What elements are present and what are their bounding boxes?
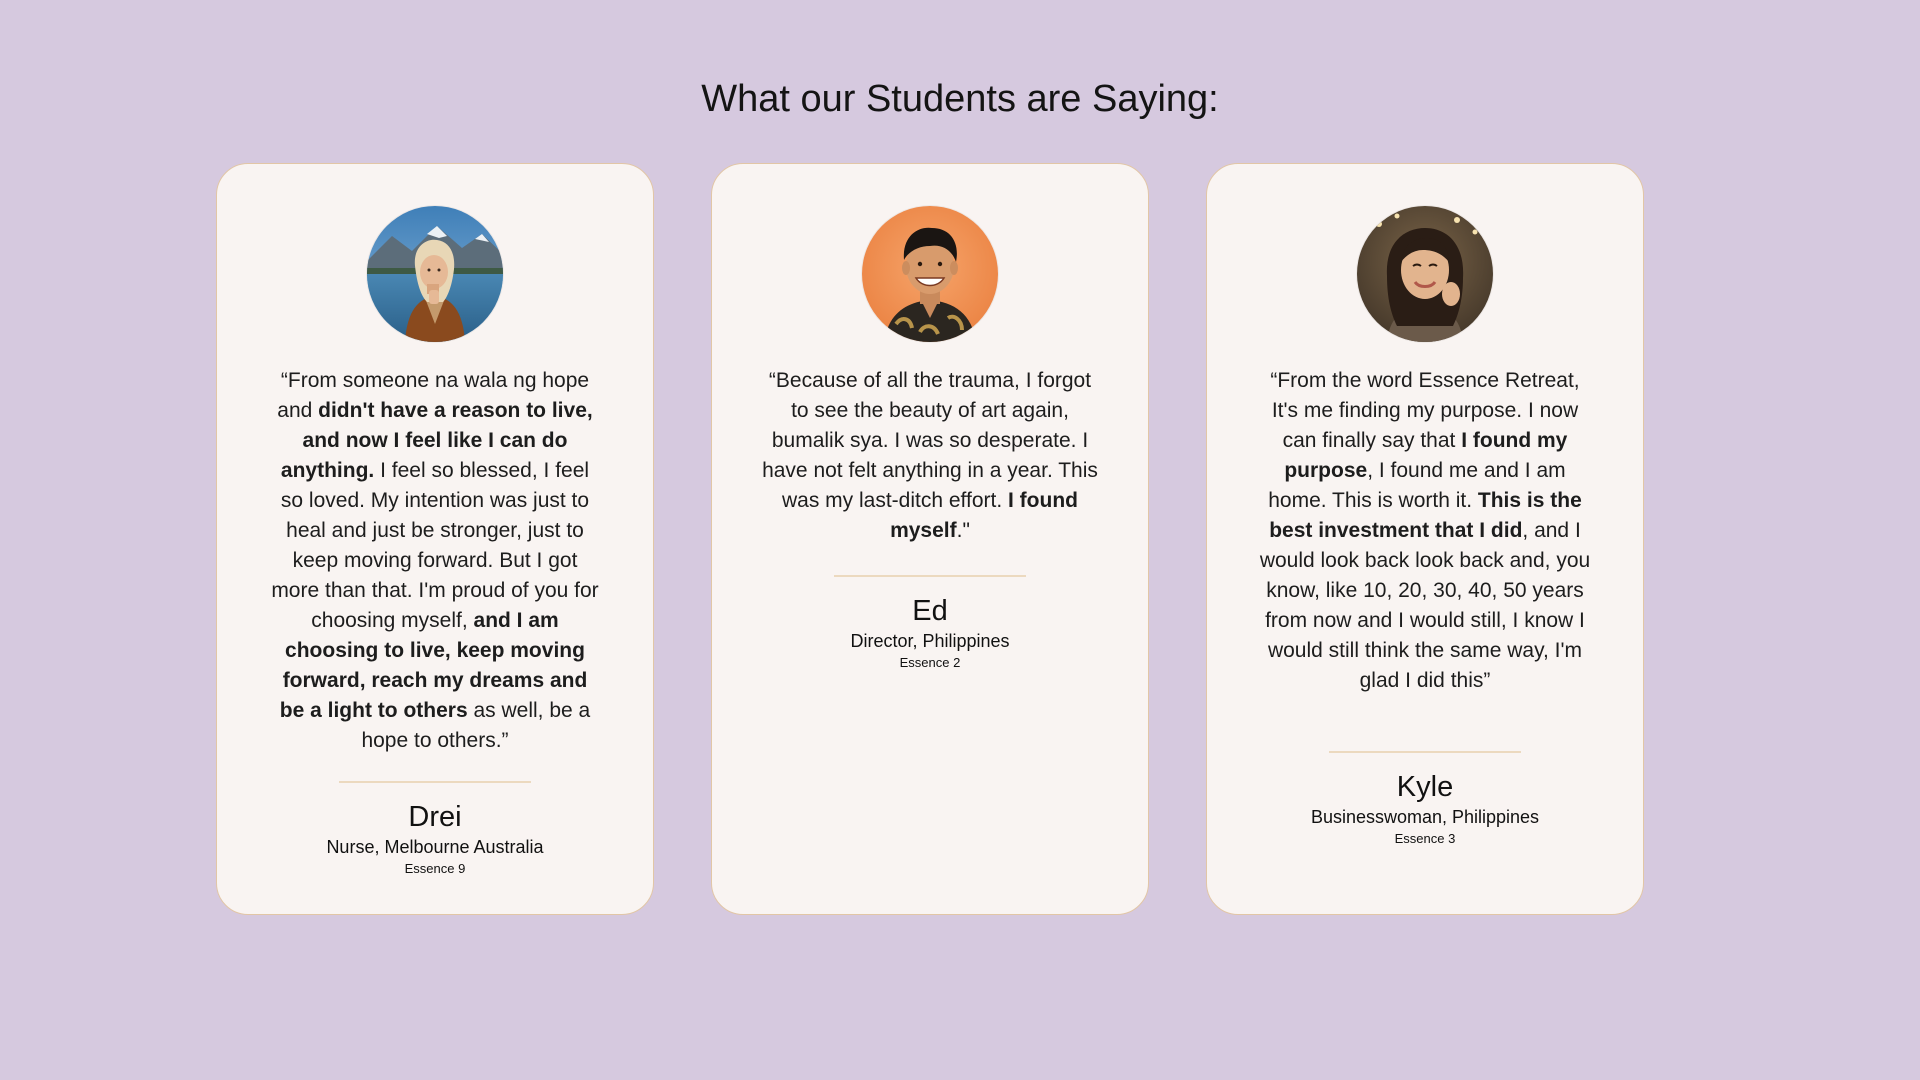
- quote-highlight: This is the best investment that I did: [1269, 489, 1582, 542]
- avatar-photo-icon: [367, 206, 503, 342]
- testimonial-quote: [268, 366, 602, 756]
- testimonial-quote: [762, 366, 1098, 546]
- testimonial-card: [711, 163, 1149, 915]
- person-cohort: Essence 3: [1394, 831, 1456, 846]
- person-name: Drei: [408, 801, 462, 833]
- person-cohort: Essence 9: [404, 861, 466, 876]
- quote-text: , I found me and I am home. This is worth it.: [1268, 459, 1566, 512]
- avatar-photo-icon: [862, 206, 998, 342]
- person-role: Nurse, Melbourne Australia: [326, 837, 544, 857]
- quote-highlight: didn't have a reason to live, and now I feel like I can do anything.: [280, 399, 593, 482]
- divider: [1329, 751, 1521, 753]
- section-title: What our Students are Saying:: [701, 78, 1219, 120]
- avatar-photo-icon: [1357, 206, 1493, 342]
- avatar: [367, 206, 503, 342]
- quote-text: , and I would look back look back and, you know, like 10, 20, 30, 40, 50 years from now and I would still, I know I would still think the same way, I'm glad I did this”: [1259, 519, 1591, 692]
- person-role: Director, Philippines: [850, 631, 1010, 651]
- quote-text: “Because of all the trauma, I forgot to see the beauty of art again, bumalik sya. I was so desperate. I have not felt anything in a year. This was my last-ditch effort.: [762, 369, 1098, 512]
- quote-text: as well, be a hope to others.”: [361, 699, 591, 752]
- quote-text: .": [956, 519, 970, 542]
- quote-highlight: I found my purpose: [1284, 429, 1568, 482]
- person-cohort: Essence 2: [899, 655, 961, 670]
- quote-highlight: and I am choosing to live, keep moving forward, reach my dreams and be a light to others: [279, 609, 588, 722]
- quote-text: “From the word Essence Retreat, It's me finding my purpose. I now can finally say that: [1270, 369, 1580, 452]
- person-name: Kyle: [1396, 771, 1454, 803]
- person-name: Ed: [912, 595, 948, 627]
- testimonial-card: [1206, 163, 1644, 915]
- person-role: Businesswoman, Philippines: [1310, 807, 1540, 827]
- divider: [834, 575, 1026, 577]
- testimonial-card: [216, 163, 654, 915]
- testimonial-quote: [1257, 366, 1593, 696]
- divider: [339, 781, 531, 783]
- avatar: [1357, 206, 1493, 342]
- quote-highlight: I found myself: [890, 489, 1078, 542]
- quote-text: “From someone na wala ng hope and: [277, 369, 590, 422]
- avatar: [862, 206, 998, 342]
- quote-text: I feel so blessed, I feel so loved. My intention was just to heal and just be stronger, just to keep moving forward. But I got more than that. I'm proud of you for choosing myself,: [271, 459, 599, 632]
